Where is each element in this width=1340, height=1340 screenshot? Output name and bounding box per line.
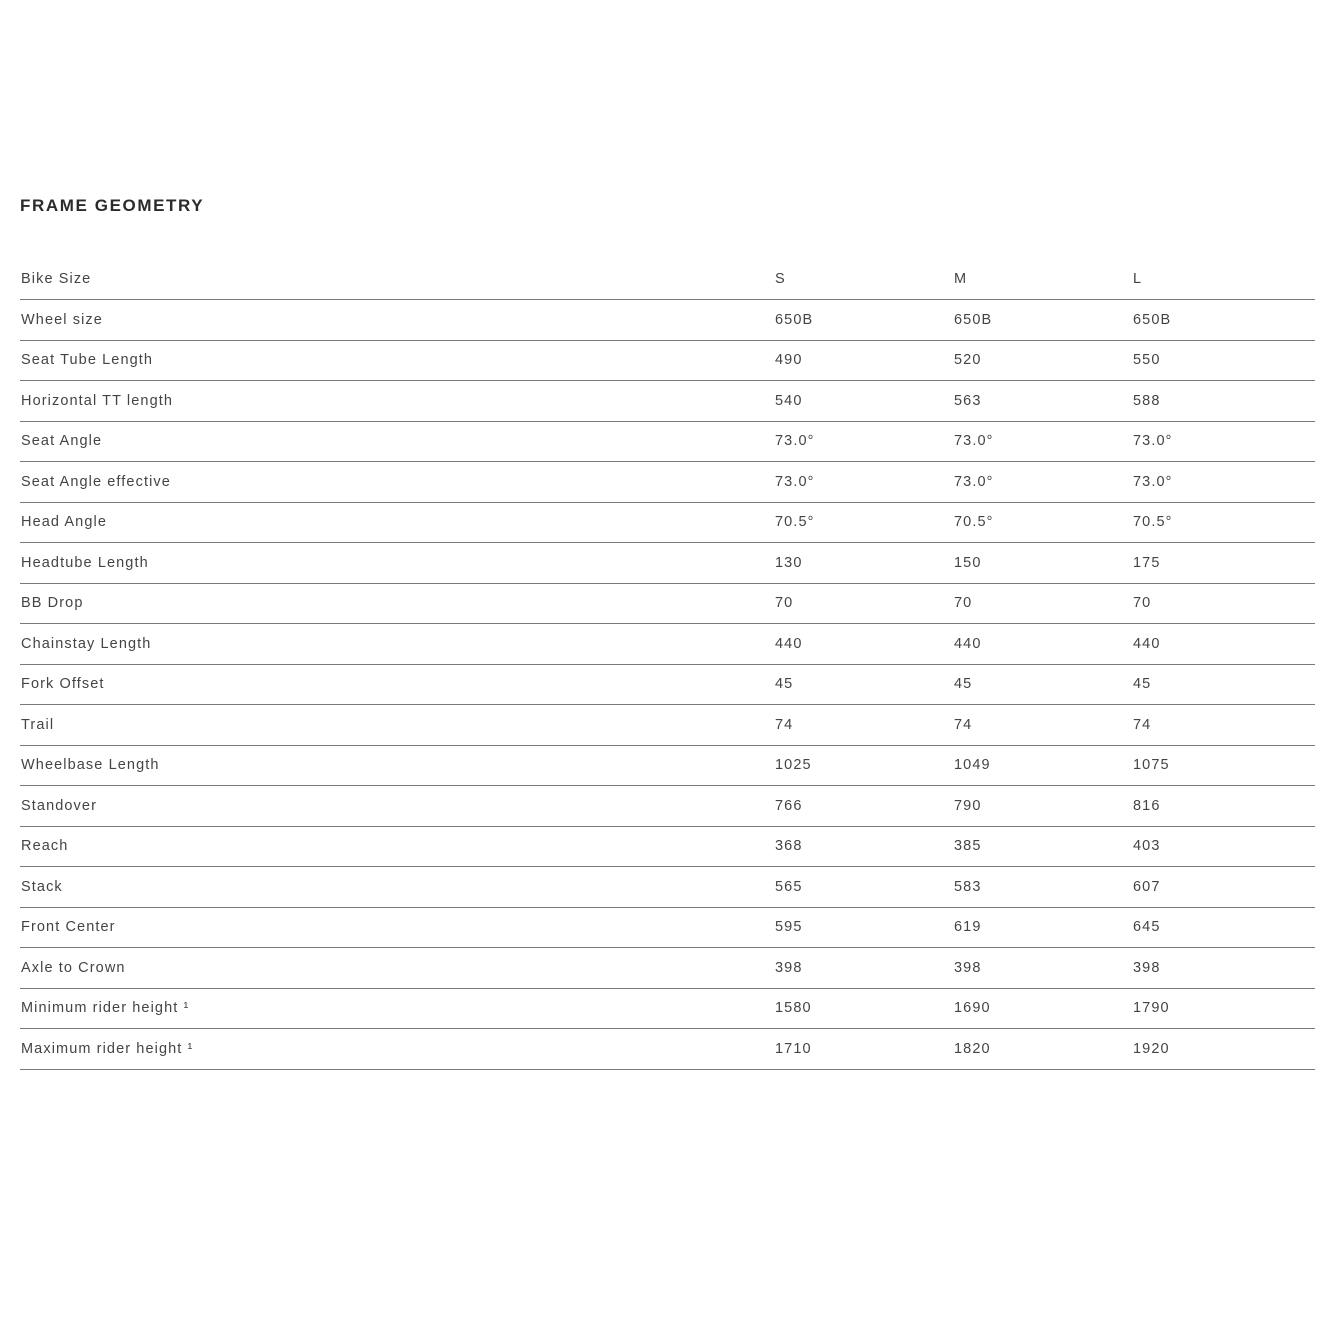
table-row xyxy=(20,1029,1315,1070)
cell-m: 563 xyxy=(953,381,1132,422)
table-row xyxy=(20,583,1315,624)
cell-l: 1075 xyxy=(1132,745,1315,786)
cell-s: 70.5° xyxy=(774,502,953,543)
row-label: Stack xyxy=(20,867,774,908)
geometry-table xyxy=(20,259,1315,1070)
cell-s: 368 xyxy=(774,826,953,867)
cell-s: 766 xyxy=(774,786,953,827)
row-label: Horizontal TT length xyxy=(20,381,774,422)
table-header-row xyxy=(20,259,1315,300)
row-label: Axle to Crown xyxy=(20,948,774,989)
cell-s: 130 xyxy=(774,543,953,584)
cell-l: 403 xyxy=(1132,826,1315,867)
cell-s: 70 xyxy=(774,583,953,624)
cell-m: 70 xyxy=(953,583,1132,624)
table-row xyxy=(20,705,1315,746)
cell-l: 588 xyxy=(1132,381,1315,422)
cell-m: 1820 xyxy=(953,1029,1132,1070)
cell-s: 1025 xyxy=(774,745,953,786)
cell-l: 607 xyxy=(1132,867,1315,908)
table-row xyxy=(20,664,1315,705)
cell-l: 45 xyxy=(1132,664,1315,705)
cell-s: 73.0° xyxy=(774,462,953,503)
cell-l: 70.5° xyxy=(1132,502,1315,543)
cell-l: 650B xyxy=(1132,300,1315,341)
table-row xyxy=(20,300,1315,341)
cell-l: 73.0° xyxy=(1132,421,1315,462)
table-row xyxy=(20,462,1315,503)
cell-m: 45 xyxy=(953,664,1132,705)
cell-m: 74 xyxy=(953,705,1132,746)
cell-m: 650B xyxy=(953,300,1132,341)
cell-m: 150 xyxy=(953,543,1132,584)
cell-l: 73.0° xyxy=(1132,462,1315,503)
table-row xyxy=(20,988,1315,1029)
cell-l: 1920 xyxy=(1132,1029,1315,1070)
row-label: Headtube Length xyxy=(20,543,774,584)
table-row xyxy=(20,867,1315,908)
cell-s: 1580 xyxy=(774,988,953,1029)
cell-m: 1690 xyxy=(953,988,1132,1029)
row-label: Front Center xyxy=(20,907,774,948)
table-row xyxy=(20,907,1315,948)
table-row xyxy=(20,948,1315,989)
row-label: Reach xyxy=(20,826,774,867)
cell-m: 790 xyxy=(953,786,1132,827)
cell-s: 45 xyxy=(774,664,953,705)
cell-m: 583 xyxy=(953,867,1132,908)
table-row xyxy=(20,826,1315,867)
row-label: Seat Angle xyxy=(20,421,774,462)
cell-l: 1790 xyxy=(1132,988,1315,1029)
table-row xyxy=(20,502,1315,543)
cell-l: 398 xyxy=(1132,948,1315,989)
cell-m: 398 xyxy=(953,948,1132,989)
cell-s: 73.0° xyxy=(774,421,953,462)
cell-l: 70 xyxy=(1132,583,1315,624)
row-label: Standover xyxy=(20,786,774,827)
cell-m: 1049 xyxy=(953,745,1132,786)
header-size-s: S xyxy=(774,259,953,300)
cell-s: 74 xyxy=(774,705,953,746)
table-row xyxy=(20,624,1315,665)
cell-m: 70.5° xyxy=(953,502,1132,543)
cell-m: 440 xyxy=(953,624,1132,665)
table-row xyxy=(20,786,1315,827)
cell-l: 175 xyxy=(1132,543,1315,584)
cell-l: 816 xyxy=(1132,786,1315,827)
row-label: Seat Tube Length xyxy=(20,340,774,381)
cell-s: 595 xyxy=(774,907,953,948)
row-label: Head Angle xyxy=(20,502,774,543)
cell-m: 73.0° xyxy=(953,421,1132,462)
row-label: Trail xyxy=(20,705,774,746)
table-row xyxy=(20,381,1315,422)
cell-l: 550 xyxy=(1132,340,1315,381)
row-label: Maximum rider height ¹ xyxy=(20,1029,774,1070)
cell-s: 565 xyxy=(774,867,953,908)
cell-s: 650B xyxy=(774,300,953,341)
row-label: BB Drop xyxy=(20,583,774,624)
cell-s: 440 xyxy=(774,624,953,665)
cell-m: 619 xyxy=(953,907,1132,948)
cell-m: 73.0° xyxy=(953,462,1132,503)
row-label: Fork Offset xyxy=(20,664,774,705)
row-label: Minimum rider height ¹ xyxy=(20,988,774,1029)
cell-m: 385 xyxy=(953,826,1132,867)
row-label: Seat Angle effective xyxy=(20,462,774,503)
header-size-l: L xyxy=(1132,259,1315,300)
cell-l: 74 xyxy=(1132,705,1315,746)
header-size-m: M xyxy=(953,259,1132,300)
row-label: Wheel size xyxy=(20,300,774,341)
table-row xyxy=(20,543,1315,584)
cell-l: 440 xyxy=(1132,624,1315,665)
cell-s: 490 xyxy=(774,340,953,381)
cell-s: 398 xyxy=(774,948,953,989)
cell-s: 1710 xyxy=(774,1029,953,1070)
row-label: Chainstay Length xyxy=(20,624,774,665)
cell-s: 540 xyxy=(774,381,953,422)
header-bike-size: Bike Size xyxy=(20,259,774,300)
cell-l: 645 xyxy=(1132,907,1315,948)
table-row xyxy=(20,421,1315,462)
page-title: FRAME GEOMETRY xyxy=(20,196,205,215)
table-row xyxy=(20,340,1315,381)
row-label: Wheelbase Length xyxy=(20,745,774,786)
table-row xyxy=(20,745,1315,786)
cell-m: 520 xyxy=(953,340,1132,381)
